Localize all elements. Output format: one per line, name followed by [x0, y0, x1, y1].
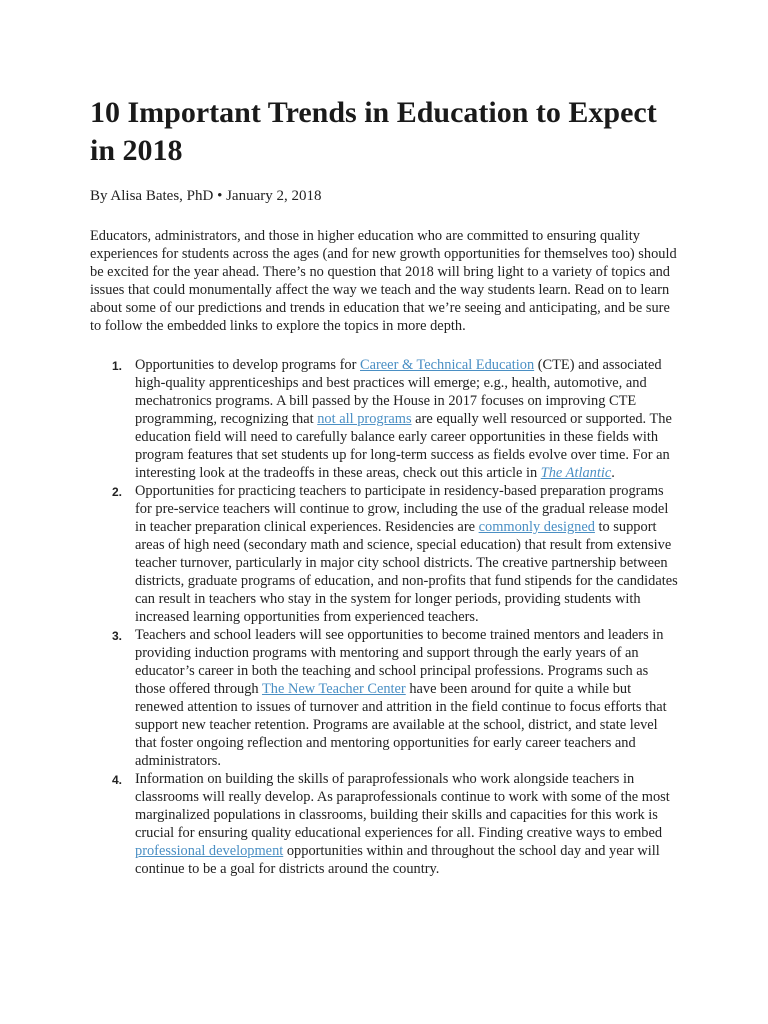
- link-professional-development[interactable]: professional development: [135, 843, 284, 859]
- item-text: Opportunities to develop programs for: [135, 357, 361, 373]
- item-text: .: [611, 465, 615, 481]
- item-text: Teachers and school leaders will see opportunities to become trained mentors and leaders in providing induction programs with mentoring and support through the early years of an educator’s career in both the teaching and school principal professions. Programs such as those offered through: [135, 627, 664, 697]
- article-title: 10 Important Trends in Education to Expect in 2018: [90, 96, 657, 167]
- link-the-atlantic[interactable]: The Atlantic: [540, 465, 612, 481]
- article-intro: Educators, administrators, and those in higher education who are committed to ensuring quality experiences for students across the ages (and for new growth opportunities for themselves too) should be excited for the year ahead. There’s no question that 2018 will bring light to a variety of topics and issues that could monumentally affect the way we teach and the way students learn. Read on to learn about some of our predictions and trends in education that we’re seeing and anticipating, and be sure to follow the embedded links to explore the topics in more depth.: [90, 228, 677, 334]
- item-text: Information on building the skills of paraprofessionals who work alongside teachers in classrooms will really develop. As paraprofessionals continue to work with some of the most marginalized populations in classrooms, building their skills and capacities for this work is crucial for ensuring quality educational experiences for all. Finding creative ways to embed: [135, 771, 670, 841]
- link-commonly-designed[interactable]: commonly designed: [478, 519, 595, 535]
- list-item-number: 1.: [112, 359, 123, 373]
- link-new-teacher-center[interactable]: The New Teacher Center: [261, 681, 406, 697]
- link-not-all-programs[interactable]: not all programs: [317, 411, 412, 427]
- list-item: [90, 482, 680, 626]
- item-text: (CTE) and associated high-quality apprenticeships and best practices will emerge; e.g., health, automotive, and mechatronics programs. A bill passed by the House in 2017 focuses on improving CTE programming, recognizing that: [135, 357, 662, 427]
- item-text: have been around for quite a while but renewed attention to issues of turnover and attrition in the field continue to focus efforts that support new teacher retention. Programs are available at the school, district, and state level that foster ongoing reflection and mentoring opportunities for early career teachers and administrators.: [135, 681, 667, 769]
- item-text: are equally well resourced or supported. The education field will need to carefully balance early career opportunities in these fields with program features that set students up for long-term success as fields evolve over time. For an interesting look at the tradeoffs in these areas, check out this article in: [135, 411, 672, 481]
- list-item: [90, 356, 680, 482]
- item-text: to support areas of high need (secondary math and science, special education) that result from extensive teacher turnover, particularly in major city school districts. The creative partnership between districts, graduate programs of education, and non-profits that fund stipends for the candidates can result in teachers who stay in the system for longer periods, providing students with increased learning opportunities from experienced teachers.: [135, 519, 678, 625]
- trends-list: [90, 356, 680, 878]
- list-item-number: 2.: [112, 485, 123, 499]
- list-item: [90, 626, 680, 770]
- article-byline: By Alisa Bates, PhD • January 2, 2018: [90, 188, 322, 204]
- list-item-number: 3.: [112, 629, 123, 643]
- list-item-number: 4.: [112, 773, 123, 787]
- item-text: Opportunities for practicing teachers to participate in residency-based preparation programs for pre-service teachers will continue to grow, including the use of the gradual release model in teacher preparation clinical experiences. Residencies are: [135, 483, 669, 535]
- item-text: opportunities within and throughout the school day and year will continue to be a goal for districts around the country.: [135, 843, 660, 877]
- link-career-technical-education[interactable]: Career & Technical Education: [360, 357, 535, 373]
- list-item: [90, 770, 680, 878]
